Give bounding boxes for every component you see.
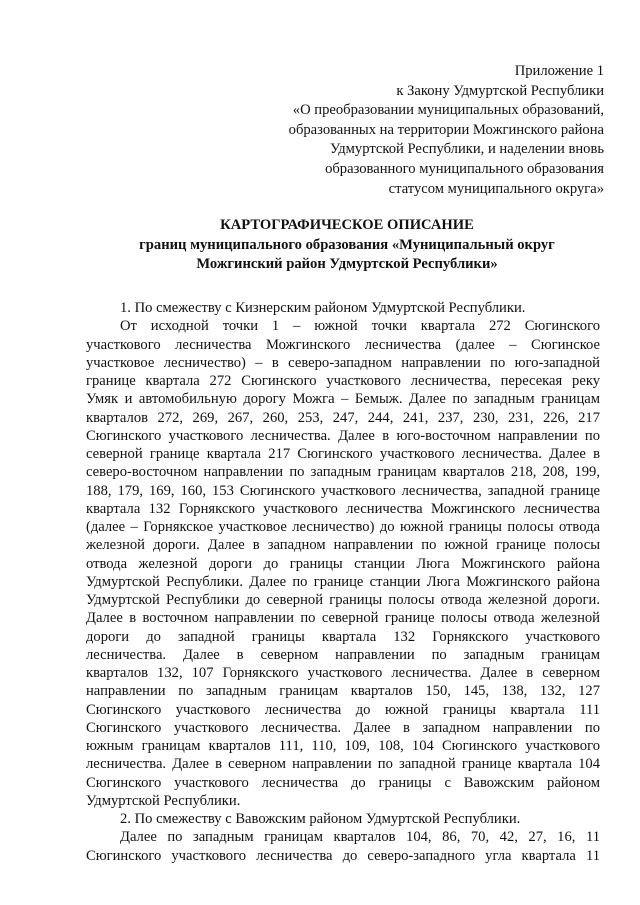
body-line: Удмуртской Республики. Далее по границе станции Люга Можгинского района bbox=[86, 573, 600, 590]
body-line: кварталов 132, 107 Горнякского участкового лесничества. Далее в северном bbox=[86, 665, 600, 681]
body-line: квартала 132 Горнякского участкового лесничества Можгинского лесничества bbox=[86, 500, 600, 517]
body-line: Умяк и автомобильную дорогу Можга – Бемыж. Далее по западным границам bbox=[86, 391, 600, 408]
body-line: 188, 179, 169, 160, 153 Сюгинского участкового лесничества, западной границе bbox=[86, 482, 600, 499]
appendix-header bbox=[250, 62, 604, 199]
body-line: Далее в восточном направлении по северной границе полосы отвода железной bbox=[86, 610, 600, 627]
body-line: границе квартала 272 Сюгинского участкового лесничества, пересекая реку bbox=[86, 373, 600, 389]
body-line: Сюгинского участкового лесничества. Далее в западном направлении по bbox=[86, 719, 600, 736]
body-line: От исходной точки 1 – южной точки квартала 272 Сюгинского bbox=[120, 318, 600, 335]
document-body bbox=[86, 299, 600, 865]
title-subtitle-line-1: границ муниципального образования «Муниципальный округ bbox=[139, 236, 555, 253]
section-heading-1: 1. По смежеству с Кизнерским районом Удмуртской Республики. bbox=[120, 300, 526, 316]
body-line: лесничества. Далее в северном направлении по западной границе квартала 104 bbox=[86, 756, 600, 773]
body-line: Сюгинского участкового лесничества до южной границы квартала 111 bbox=[86, 701, 600, 718]
body-line: Сюгинского участкового лесничества. Далее в юго-восточном направлении по bbox=[86, 427, 600, 444]
appendix-line: Удмуртской Республики, и наделении вновь bbox=[329, 141, 604, 158]
body-line: кварталов 272, 269, 267, 260, 253, 247, 244, 241, 237, 230, 231, 226, 217 bbox=[86, 409, 600, 426]
body-line: железной дороги. Далее в западном направлении по южной границе полосы bbox=[86, 537, 600, 554]
body-line: Удмуртской Республики до северной границы полосы отвода железной дороги. bbox=[86, 592, 600, 608]
title-main: КАРТОГРАФИЧЕСКОЕ ОПИСАНИЕ bbox=[220, 217, 474, 233]
body-line: Сюгинского участкового лесничества до границы с Вавожским районом bbox=[86, 774, 600, 791]
section-heading-2: 2. По смежеству с Вавожским районом Удмуртской Республики. bbox=[120, 811, 521, 827]
body-line: Далее по западным границам кварталов 104, 86, 70, 42, 27, 16, 11 bbox=[120, 829, 600, 846]
appendix-line: Приложение 1 bbox=[514, 63, 604, 79]
body-line: дороги до западной границы квартала 132 Горнякского участкового bbox=[86, 628, 600, 645]
body-line: южным границам кварталов 111, 110, 109, 108, 104 Сюгинского участкового bbox=[86, 738, 600, 754]
title-subtitle-line-2: Можгинский район Удмуртской Республики» bbox=[196, 256, 498, 273]
body-line: Удмуртской Республики. bbox=[86, 792, 241, 809]
appendix-line: к Закону Удмуртской Республики bbox=[396, 82, 604, 99]
body-line: северо-восточном направлении по западным границам кварталов 218, 208, 199, bbox=[86, 464, 600, 481]
body-line: отвода железной дороги до границы станции Люга Можгинского района bbox=[86, 555, 600, 572]
appendix-line: образованных на территории Можгинского района bbox=[288, 121, 604, 138]
appendix-line: «О преобразовании муниципальных образований, bbox=[292, 102, 604, 119]
appendix-line: образованного муниципального образования bbox=[325, 160, 604, 177]
body-line: участковое лесничество) – в северо-западном направлении по юго-западной bbox=[86, 354, 600, 371]
body-line: участкового лесничества Можгинского лесничества (далее – Сюгинское bbox=[86, 336, 600, 353]
body-line: Сюгинского участкового лесничества до северо-западного угла квартала 11 bbox=[86, 847, 600, 864]
appendix-line: статусом муниципального округа» bbox=[388, 180, 604, 197]
body-line: (далее – Горнякское участковое лесничество) до южной границы полосы отвода bbox=[86, 519, 600, 535]
body-line: направлении по западным границам кварталов 150, 145, 138, 132, 127 bbox=[86, 683, 600, 700]
body-line: северной границе квартала 217 Сюгинского участкового лесничества. Далее в bbox=[86, 446, 600, 462]
body-line: лесничества. Далее в северном направлении по западным границам bbox=[86, 646, 600, 663]
document-title bbox=[80, 216, 614, 275]
